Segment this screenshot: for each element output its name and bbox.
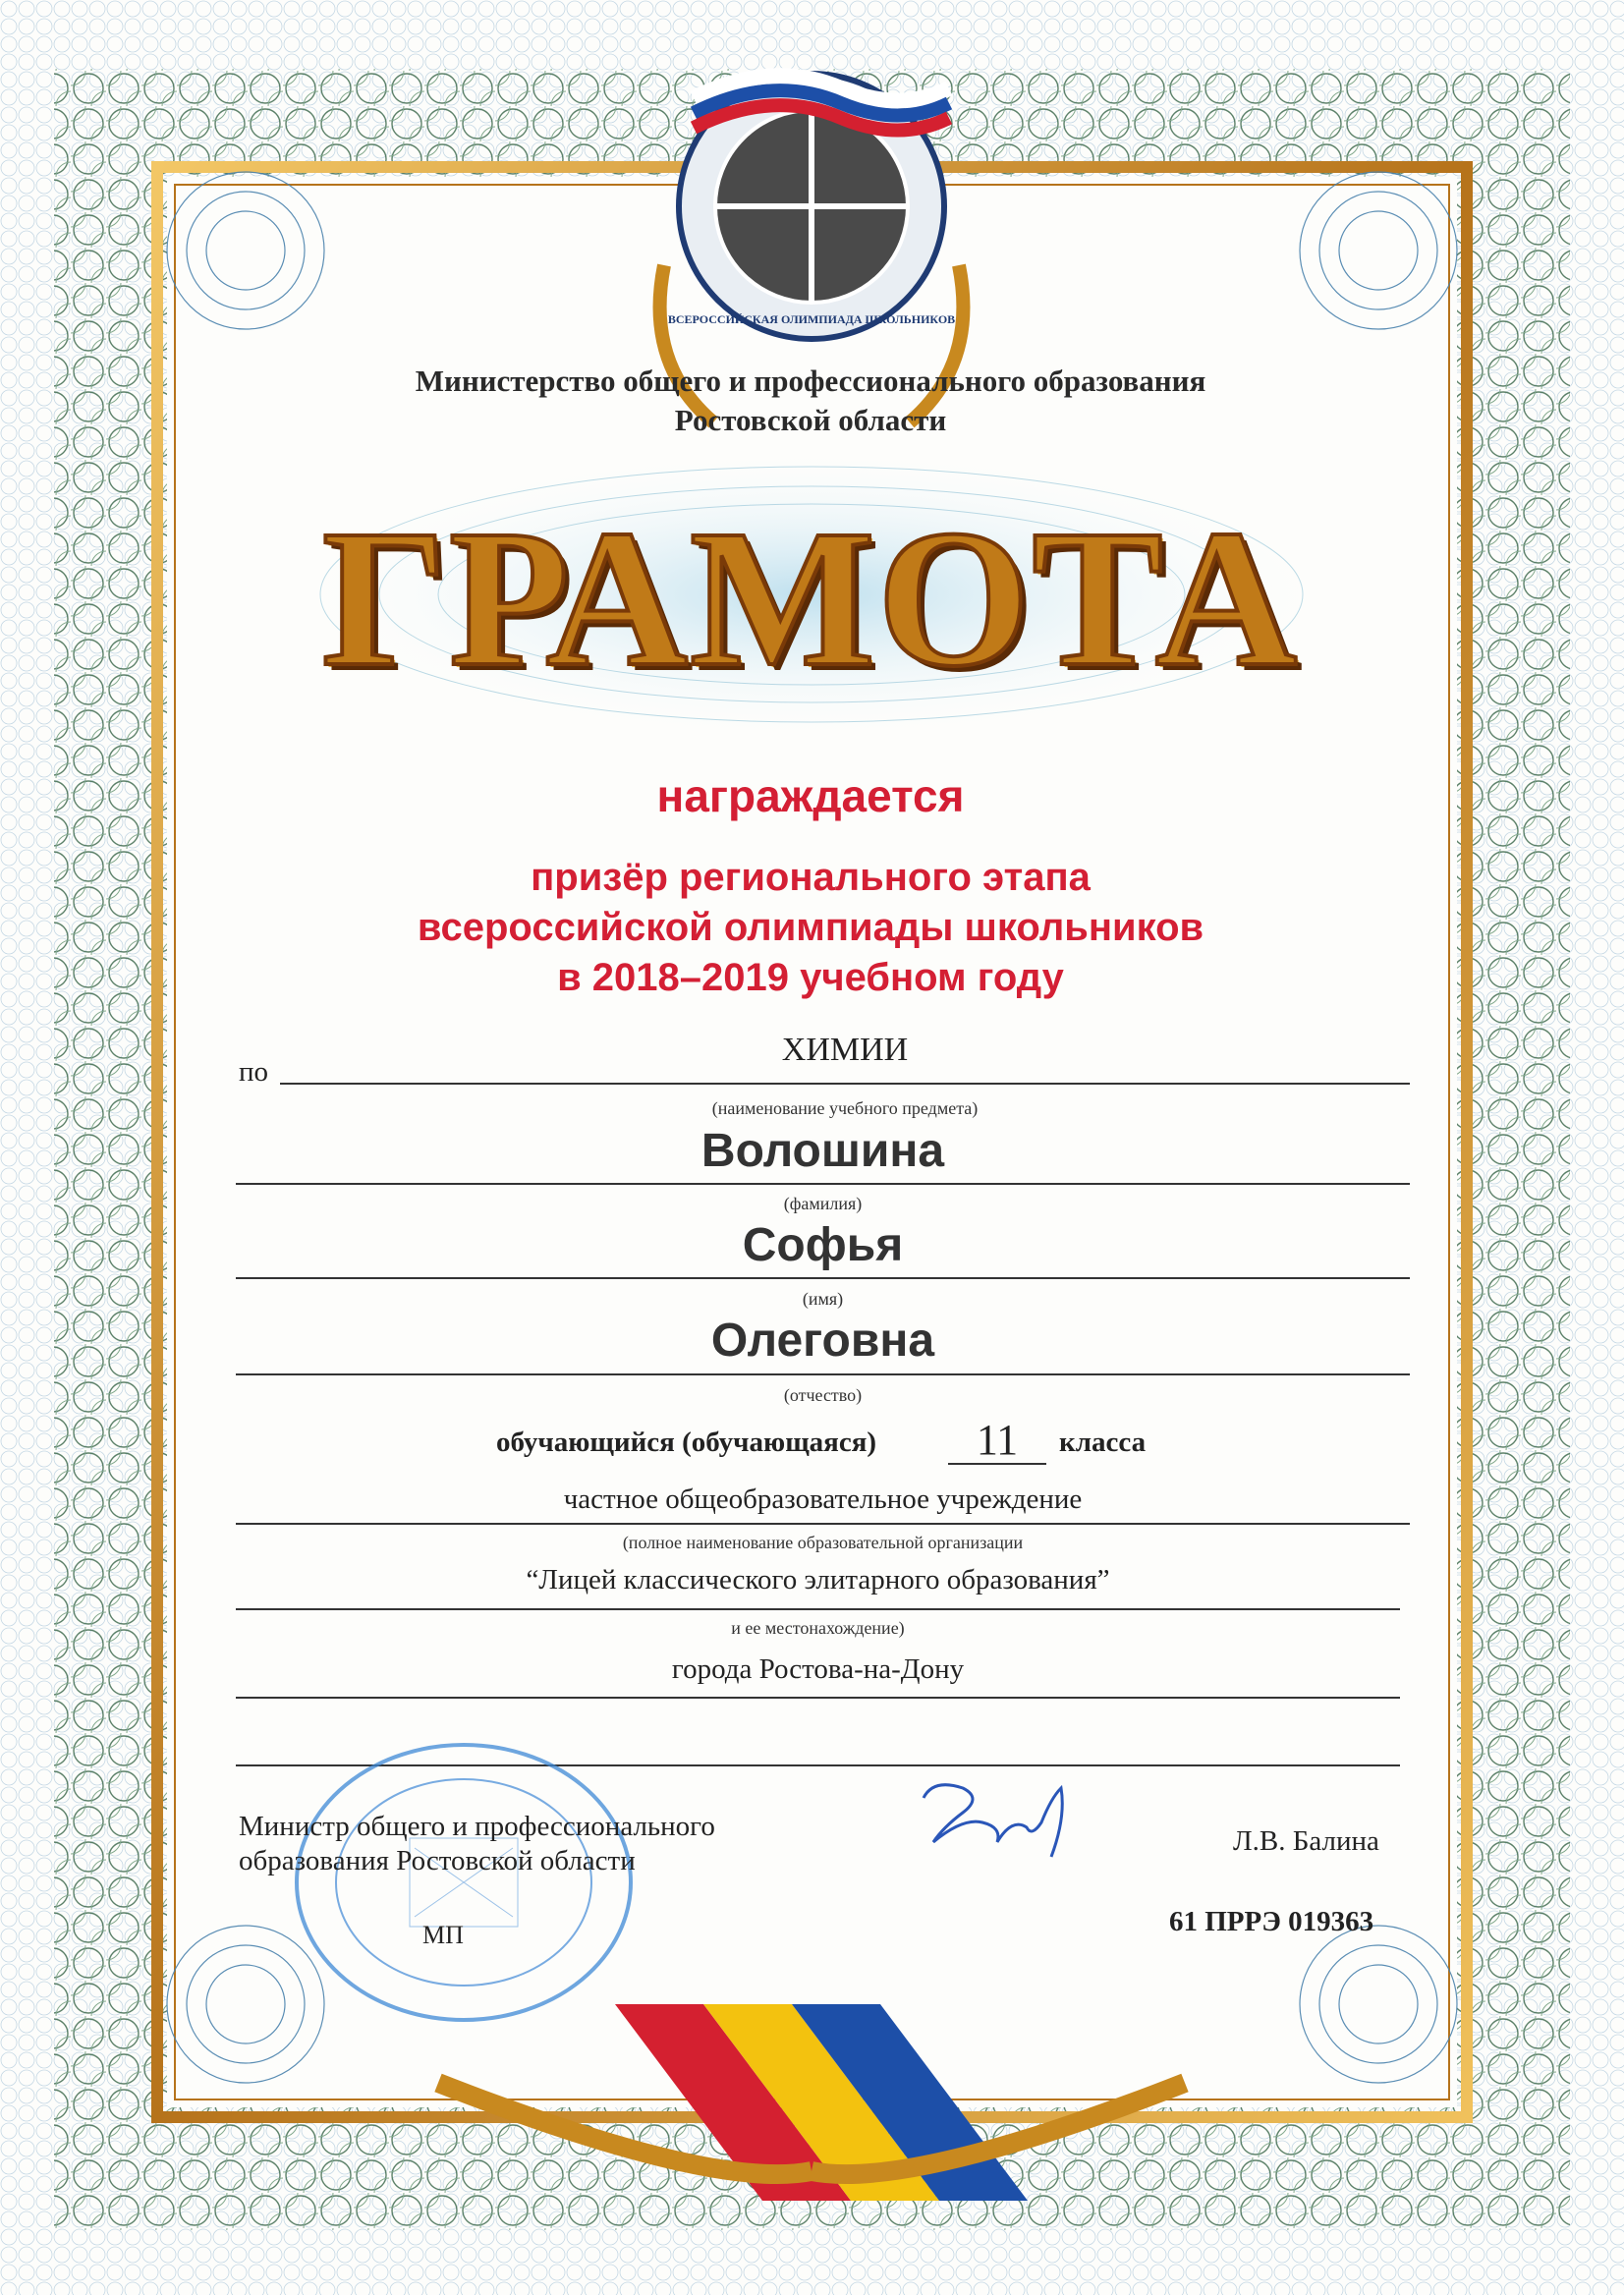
award-line-3: в 2018–2019 учебном году xyxy=(557,956,1064,999)
handwritten-signature xyxy=(904,1759,1100,1876)
first-name-caption: (имя) xyxy=(802,1289,844,1309)
awarded-verb: награждается xyxy=(656,770,965,821)
subject-prefix: по xyxy=(239,1056,269,1088)
first-name-underline xyxy=(236,1277,1410,1279)
org-line-2: “Лицей классического элитарного образования” xyxy=(526,1564,1110,1595)
award-line-2: всероссийской олимпиады школьников xyxy=(417,906,1204,949)
signatory-position xyxy=(239,1810,715,1878)
org-underline-2 xyxy=(236,1608,1400,1610)
award-line-1: призёр регионального этапа xyxy=(531,856,1091,899)
emblem-text: ВСЕРОССИЙСКАЯ ОЛИМПИАДА ШКОЛЬНИКОВ xyxy=(667,312,956,326)
subject-underline xyxy=(280,1083,1410,1085)
ministry-line-2: Ростовской области xyxy=(674,403,947,437)
serial-number: 61 ПРРЭ 019363 xyxy=(1169,1906,1374,1937)
surname-value: Волошина xyxy=(700,1125,945,1177)
award-description xyxy=(246,853,1375,1003)
position-line-2: образования Ростовской области xyxy=(239,1845,636,1876)
org-caption-1: (полное наименование образовательной организации xyxy=(622,1533,1024,1552)
student-label: обучающийся (обучающаяся) xyxy=(496,1427,877,1458)
patronymic-value: Олеговна xyxy=(710,1315,935,1367)
grade-suffix: класса xyxy=(1059,1427,1147,1458)
first-name-value: Софья xyxy=(742,1219,904,1271)
org-caption-2: и ее местонахождение) xyxy=(731,1618,905,1638)
org-line-3: города Ростова-на-Дону xyxy=(671,1653,965,1685)
grade-value: 11 xyxy=(976,1416,1019,1464)
org-underline-3 xyxy=(236,1697,1400,1699)
signatory-name: Л.В. Балина xyxy=(1233,1825,1379,1857)
ministry-line-1: Министерство общего и профессионального образования xyxy=(415,364,1206,398)
subject-caption: (наименование учебного предмета) xyxy=(711,1098,979,1118)
subject-value: ХИМИИ xyxy=(781,1032,909,1068)
surname-caption: (фамилия) xyxy=(783,1194,863,1213)
patronymic-underline xyxy=(236,1373,1410,1375)
patronymic-caption: (отчество) xyxy=(783,1385,863,1405)
surname-underline xyxy=(236,1183,1410,1185)
org-line-1: частное общеобразовательное учреждение xyxy=(563,1483,1083,1515)
grade-underline xyxy=(948,1463,1046,1465)
certificate-title: ГРАМОТА xyxy=(321,490,1300,707)
position-line-1: Министр общего и профессионального xyxy=(239,1811,715,1842)
stamp-mark: МП xyxy=(422,1921,464,1949)
ministry-heading xyxy=(295,362,1326,440)
official-stamp xyxy=(287,1735,641,2030)
org-underline-1 xyxy=(236,1523,1410,1525)
